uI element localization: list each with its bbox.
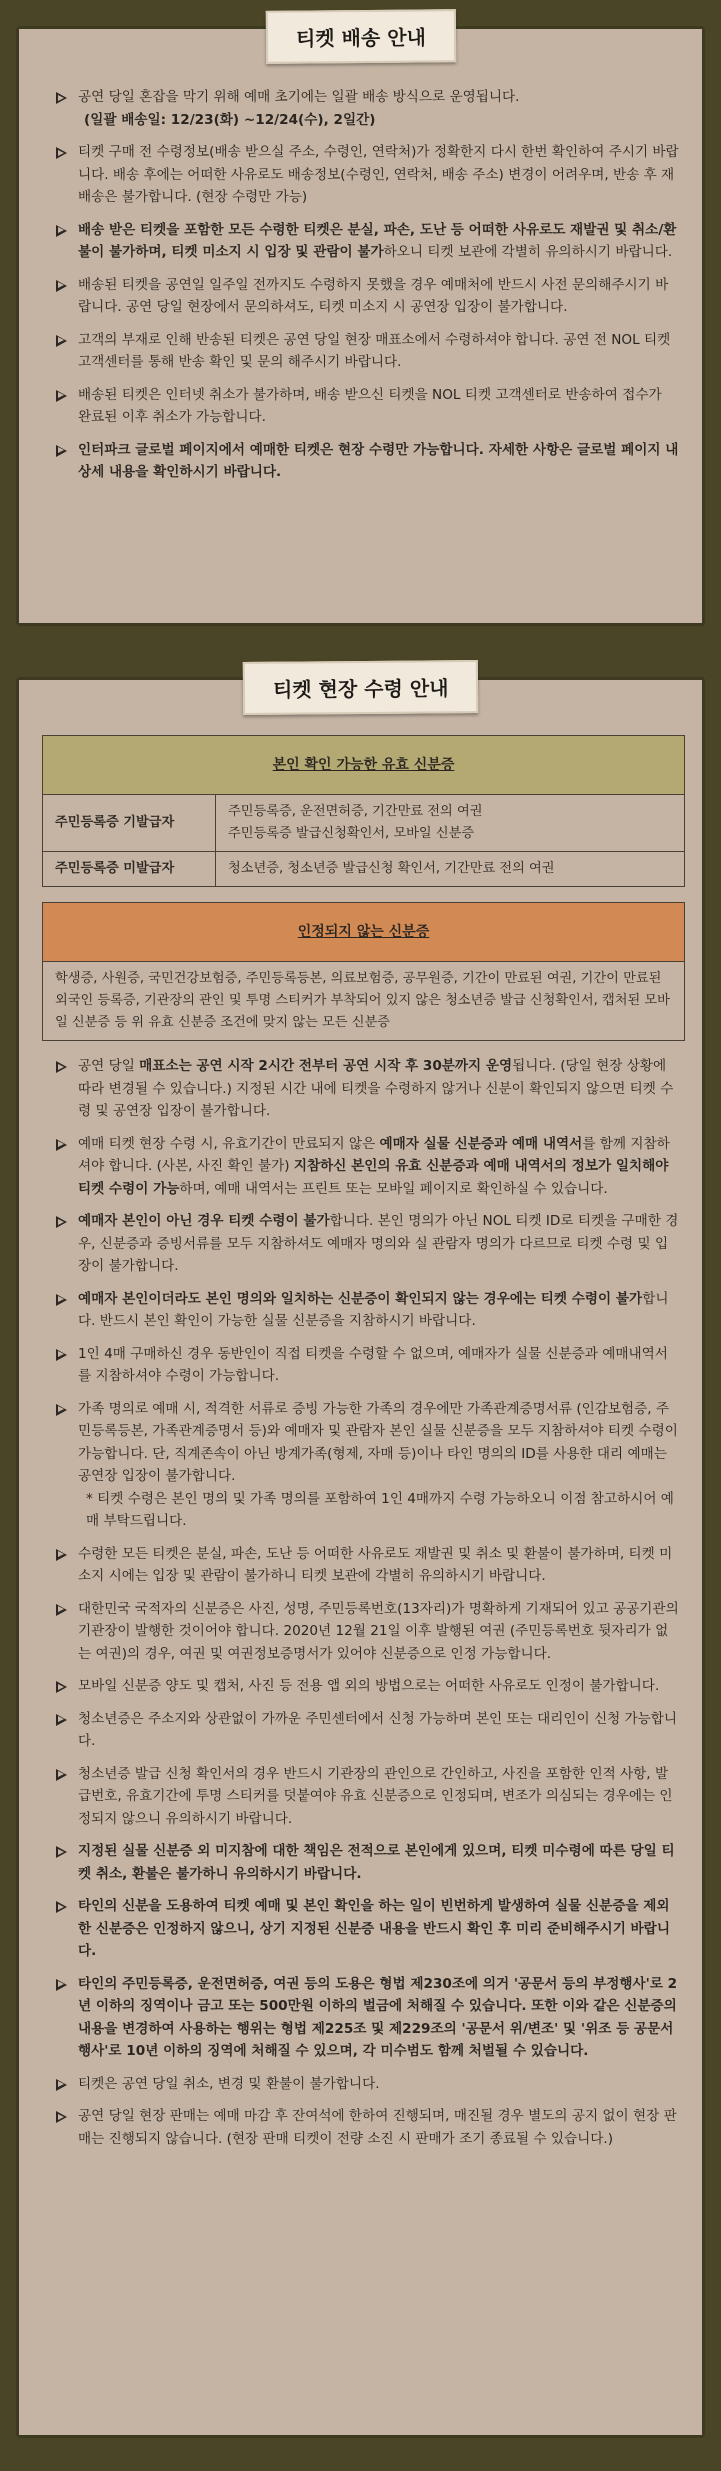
valid-id-value: 청소년증, 청소년증 발급신청 확인서, 기간만료 전의 여권: [216, 852, 685, 887]
valid-id-header: 본인 확인 가능한 유효 신분증: [43, 736, 685, 795]
list-item: 예매 티켓 현장 수령 시, 유효기간이 만료되지 않은 예매자 실물 신분증과 예매 내역서를 함께 지참하셔야 합니다. (사본, 사진 확인 불가) 지참하신 본인의 유효 신분증과 예매 내역서의 정보가 일치해야 티켓 수령이 가능하며, 예매 내역서는 프린트 또는 모바일 페이지로 확인하실 수 있습니다.: [56, 1133, 679, 1201]
list-item: 수령한 모든 티켓은 분실, 파손, 도난 등 어떠한 사유로도 재발권 및 취소 및 환불이 불가하며, 티켓 미소지 시에는 입장 및 관람이 불가하니 티켓 보관에 각별히 유의하시기 바랍니다.: [56, 1543, 679, 1588]
triangle-bullet-icon: [56, 1216, 67, 1228]
list-item: 배송된 티켓은 인터넷 취소가 불가하며, 배송 받으신 티켓을 NOL 티켓 고객센터로 반송하여 접수가 완료된 이후 취소가 가능합니다.: [56, 384, 679, 429]
list-item: 고객의 부재로 인해 반송된 티켓은 공연 당일 현장 매표소에서 수령하셔야 합니다. 공연 전 NOL 티켓 고객센터를 통해 반송 확인 및 문의 해주시기 바랍니다.: [56, 329, 679, 374]
list-item: 타인의 신분을 도용하여 티켓 예매 및 본인 확인을 하는 일이 빈번하게 발생하여 실물 신분증을 제외한 신분증은 인정하지 않으니, 상기 지정된 신분증 내용을 반드시 확인 후 미리 준비해주시기 바랍니다.: [56, 1895, 679, 1963]
table-row: [43, 962, 685, 1041]
triangle-bullet-icon: [56, 1769, 67, 1781]
delivery-list: [56, 86, 679, 484]
list-item: 가족 명의로 예매 시, 적격한 서류로 증빙 가능한 가족의 경우에만 가족관계증명서류 (인감보험증, 주민등록등본, 가족관계증명서 등)와 예매자 및 관람자 본인 실물 신분증을 모두 지참하셔야 티켓 수령이 가능합니다. 단, 직계존속이 아닌 방계가족(형제, 자매 등)이나 타인 명의의 ID를 사용한 대리 예매는 공연장 입장이 불가합니다. * 티켓 수령은 본인 명의 및 가족 명의를 포함하여 1인 4매까지 수령 가능하오니 이점 참고하시어 예매 부탁드립니다.: [56, 1398, 679, 1533]
pickup-panel: [16, 677, 705, 2438]
table-row: 주민등록증 미발급자 청소년증, 청소년증 발급신청 확인서, 기간만료 전의 여권: [43, 852, 685, 887]
triangle-bullet-icon: [56, 1604, 67, 1616]
table-row: 주민등록증 기발급자 주민등록증, 운전면허증, 기간만료 전의 여권 주민등록증 발급신청확인서, 모바일 신분증: [43, 795, 685, 852]
list-item: 지정된 실물 신분증 외 미지참에 대한 책임은 전적으로 본인에게 있으며, 티켓 미수령에 따른 당일 티켓 취소, 환불은 불가하니 유의하시기 바랍니다.: [56, 1840, 679, 1885]
triangle-bullet-icon: [56, 2111, 67, 2123]
invalid-id-table: [42, 902, 685, 1041]
triangle-bullet-icon: [56, 335, 67, 347]
list-item: 배송된 티켓을 공연일 일주일 전까지도 수령하지 못했을 경우 예매처에 반드시 사전 문의해주시기 바랍니다. 공연 당일 현장에서 문의하셔도, 티켓 미소지 시 공연장 입장이 불가합니다.: [56, 274, 679, 319]
pickup-list: [56, 1055, 679, 2150]
triangle-bullet-icon: [56, 1979, 67, 1991]
triangle-bullet-icon: [56, 147, 67, 159]
list-item: 티켓은 공연 당일 취소, 변경 및 환불이 불가합니다.: [56, 2073, 679, 2096]
delivery-title: 티켓 배송 안내: [265, 9, 455, 64]
triangle-bullet-icon: [56, 1681, 67, 1693]
triangle-bullet-icon: [56, 1061, 67, 1073]
list-item: 예매자 본인이더라도 본인 명의와 일치하는 신분증이 확인되지 않는 경우에는 티켓 수령이 불가합니다. 반드시 본인 확인이 가능한 실물 신분증을 지참하시기 바랍니다.: [56, 1288, 679, 1333]
delivery-panel: [16, 26, 705, 626]
triangle-bullet-icon: [56, 445, 67, 457]
valid-id-value: 주민등록증, 운전면허증, 기간만료 전의 여권 주민등록증 발급신청확인서, 모바일 신분증: [216, 795, 685, 852]
list-item: 타인의 주민등록증, 운전면허증, 여권 등의 도용은 형법 제230조에 의거 '공문서 등의 부정행사'로 2년 이하의 징역이나 금고 또는 500만원 이하의 벌금에 처해질 수 있습니다. 또한 이와 같은 신분증의 내용을 변경하여 사용하는 행위는 형법 제225조 및 제229조의 '공문서 위/변조' 및 '위조 등 공문서 행사'로 10년 이하의 징역에 처해질 수 있으며, 각 미수범도 함께 처벌될 수 있습니다.: [56, 1973, 679, 2063]
list-item: 청소년증 발급 신청 확인서의 경우 반드시 기관장의 관인으로 간인하고, 사진을 포함한 인적 사항, 발급번호, 유효기간에 투명 스티커를 덧붙여야 유효 신분증으로 인정되며, 변조가 의심되는 경우에는 인정되지 않으니 유의하시기 바랍니다.: [56, 1763, 679, 1831]
list-item: 공연 당일 혼잡을 막기 위해 예매 초기에는 일괄 배송 방식으로 운영됩니다. (일괄 배송일: 12/23(화) ~12/24(수), 2일간): [56, 86, 679, 131]
triangle-bullet-icon: [56, 1901, 67, 1913]
triangle-bullet-icon: [56, 225, 67, 237]
invalid-id-text: 학생증, 사원증, 국민건강보험증, 주민등록등본, 의료보험증, 공무원증, 기간이 만료된 여권, 기간이 만료된 외국인 등록증, 기관장의 관인 및 투명 스티커가 부착되어 있지 않은 청소년증 발급 신청확인서, 캡처된 모바일 신분증 등 위 유효 신분증 조건에 맞지 않는 모든 신분증: [43, 962, 685, 1041]
triangle-bullet-icon: [56, 1139, 67, 1151]
list-item: 공연 당일 매표소는 공연 시작 2시간 전부터 공연 시작 후 30분까지 운영됩니다. (당일 현장 상황에 따라 변경될 수 있습니다.) 지정된 시간 내에 티켓을 수령하지 않거나 신분이 확인되지 않으면 티켓 수령 및 공연장 입장이 불가합니다.: [56, 1055, 679, 1123]
invalid-id-header: 인정되지 않는 신분증: [43, 903, 685, 962]
triangle-bullet-icon: [56, 390, 67, 402]
triangle-bullet-icon: [56, 280, 67, 292]
list-item: 예매자 본인이 아닌 경우 티켓 수령이 불가합니다. 본인 명의가 아닌 NOL 티켓 ID로 티켓을 구매한 경우, 신분증과 증빙서류를 모두 지참하셔도 예매자 명의와 실 관람자 명의가 다르므로 티켓 수령 및 입장이 불가합니다.: [56, 1210, 679, 1278]
list-item: 공연 당일 현장 판매는 예매 마감 후 잔여석에 한하여 진행되며, 매진될 경우 별도의 공지 없이 현장 판매는 진행되지 않습니다. (현장 판매 티켓이 전량 소진 시 판매가 조기 종료될 수 있습니다.): [56, 2105, 679, 2150]
list-item: 배송 받은 티켓을 포함한 모든 수령한 티켓은 분실, 파손, 도난 등 어떠한 사유로도 재발권 및 취소/환불이 불가하며, 티켓 미소지 시 입장 및 관람이 불가하오니 티켓 보관에 각별히 유의하시기 바랍니다.: [56, 219, 679, 264]
list-item: 티켓 구매 전 수령정보(배송 받으실 주소, 수령인, 연락처)가 정확한지 다시 한번 확인하여 주시기 바랍니다. 배송 후에는 어떠한 사유로도 배송정보(수령인, 연락처, 배송 주소) 변경이 어려우며, 반송 후 재배송은 불가합니다. (현장 수령만 가능): [56, 141, 679, 209]
list-item: 대한민국 국적자의 신분증은 사진, 성명, 주민등록번호(13자리)가 명확하게 기재되어 있고 공공기관의 기관장이 발행한 것이어야 합니다. 2020년 12월 21일 이후 발행된 여권 (주민등록번호 뒷자리가 없는 여권)의 경우, 여권 및 여권정보증명서가 있어야 신분증으로 인정 가능합니다.: [56, 1598, 679, 1666]
list-item: 청소년증은 주소지와 상관없이 가까운 주민센터에서 신청 가능하며 본인 또는 대리인이 신청 가능합니다.: [56, 1708, 679, 1753]
pickup-title: 티켓 현장 수령 안내: [243, 660, 479, 715]
triangle-bullet-icon: [56, 1294, 67, 1306]
triangle-bullet-icon: [56, 2079, 67, 2091]
triangle-bullet-icon: [56, 1549, 67, 1561]
triangle-bullet-icon: [56, 1404, 67, 1416]
list-item: 1인 4매 구매하신 경우 동반인이 직접 티켓을 수령할 수 없으며, 예매자가 실물 신분증과 예매내역서를 지참하셔야 수령이 가능합니다.: [56, 1343, 679, 1388]
triangle-bullet-icon: [56, 1846, 67, 1858]
list-item: 모바일 신분증 양도 및 캡처, 사진 등 전용 앱 외의 방법으로는 어떠한 사유로도 인정이 불가합니다.: [56, 1675, 679, 1698]
valid-id-table: [42, 735, 685, 887]
triangle-bullet-icon: [56, 1714, 67, 1726]
triangle-bullet-icon: [56, 1349, 67, 1361]
list-item: 인터파크 글로벌 페이지에서 예매한 티켓은 현장 수령만 가능합니다. 자세한 사항은 글로벌 페이지 내 상세 내용을 확인하시기 바랍니다.: [56, 439, 679, 484]
triangle-bullet-icon: [56, 92, 67, 104]
